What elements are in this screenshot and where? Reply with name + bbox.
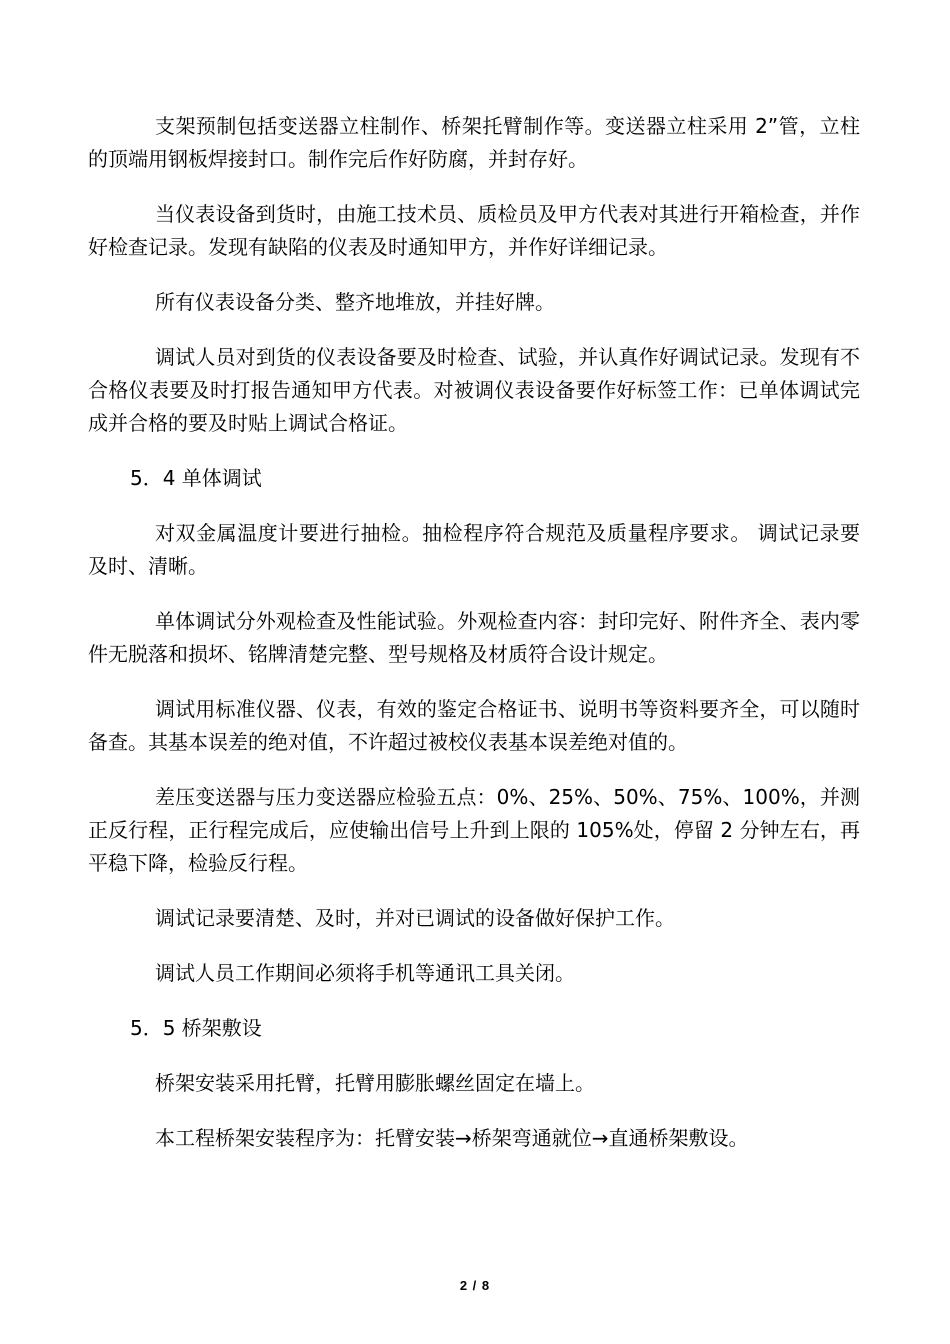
- document-page: [88, 110, 860, 1177]
- paragraph-phone-off: 调试人员工作期间必须将手机等通讯工具关闭。: [155, 961, 575, 985]
- paragraph-tray-bracket: 桥架安装采用托臂，托臂用膨胀螺丝固定在墙上。: [155, 1071, 595, 1095]
- paragraph-standard-instruments: 调试用标准仪器、仪表，有效的鉴定合格证书、说明书等资料要齐全，可以随时备查。其基本误差的绝对值，不许超过被校仪表基本误差绝对值的。: [88, 697, 860, 754]
- paragraph-support-prefab: 支架预制包括变送器立柱制作、桥架托臂制作等。变送器立柱采用 2”管，立柱的顶端用钢板焊接封口。制作完后作好防腐，并封存好。: [88, 114, 860, 171]
- paragraph-inspection-test: 调试人员对到货的仪表设备要及时检查、试验，并认真作好调试记录。发现有不合格仪表要及时打报告通知甲方代表。对被调仪表设备要作好标签工作：已单体调试完成并合格的要及时贴上调试合格证。: [88, 345, 860, 435]
- section-heading-single-debug: 5．4 单体调试: [130, 466, 262, 490]
- paragraph-five-point-check: 差压变送器与压力变送器应检验五点：0%、25%、50%、75%、100%，并测正反行程，正行程完成后，应使输出信号上升到上限的 105%处，停留 2 分钟左右，再平稳下降，检验反行程。: [88, 785, 860, 875]
- page-number: 2 / 8: [459, 1278, 491, 1293]
- paragraph-tray-procedure: 本工程桥架安装程序为：托臂安装→桥架弯通就位→直通桥架敷设。: [155, 1126, 749, 1150]
- paragraph-debug-records: 调试记录要清楚、及时，并对已调试的设备做好保护工作。: [155, 906, 675, 930]
- paragraph-appearance-check: 单体调试分外观检查及性能试验。外观检查内容：封印完好、附件齐全、表内零件无脱落和损坏、铭牌清楚完整、型号规格及材质符合设计规定。: [88, 609, 860, 666]
- paragraph-bimetal-thermometer: 对双金属温度计要进行抽检。抽检程序符合规范及质量程序要求。 调试记录要及时、清晰。: [88, 521, 860, 578]
- paragraph-unboxing-inspection: 当仪表设备到货时，由施工技术员、质检员及甲方代表对其进行开箱检查，并作好检查记录。发现有缺陷的仪表及时通知甲方，并作好详细记录。: [88, 202, 860, 259]
- section-heading-tray-laying: 5．5 桥架敷设: [130, 1016, 262, 1040]
- paragraph-storage: 所有仪表设备分类、整齐地堆放，并挂好牌。: [155, 290, 555, 314]
